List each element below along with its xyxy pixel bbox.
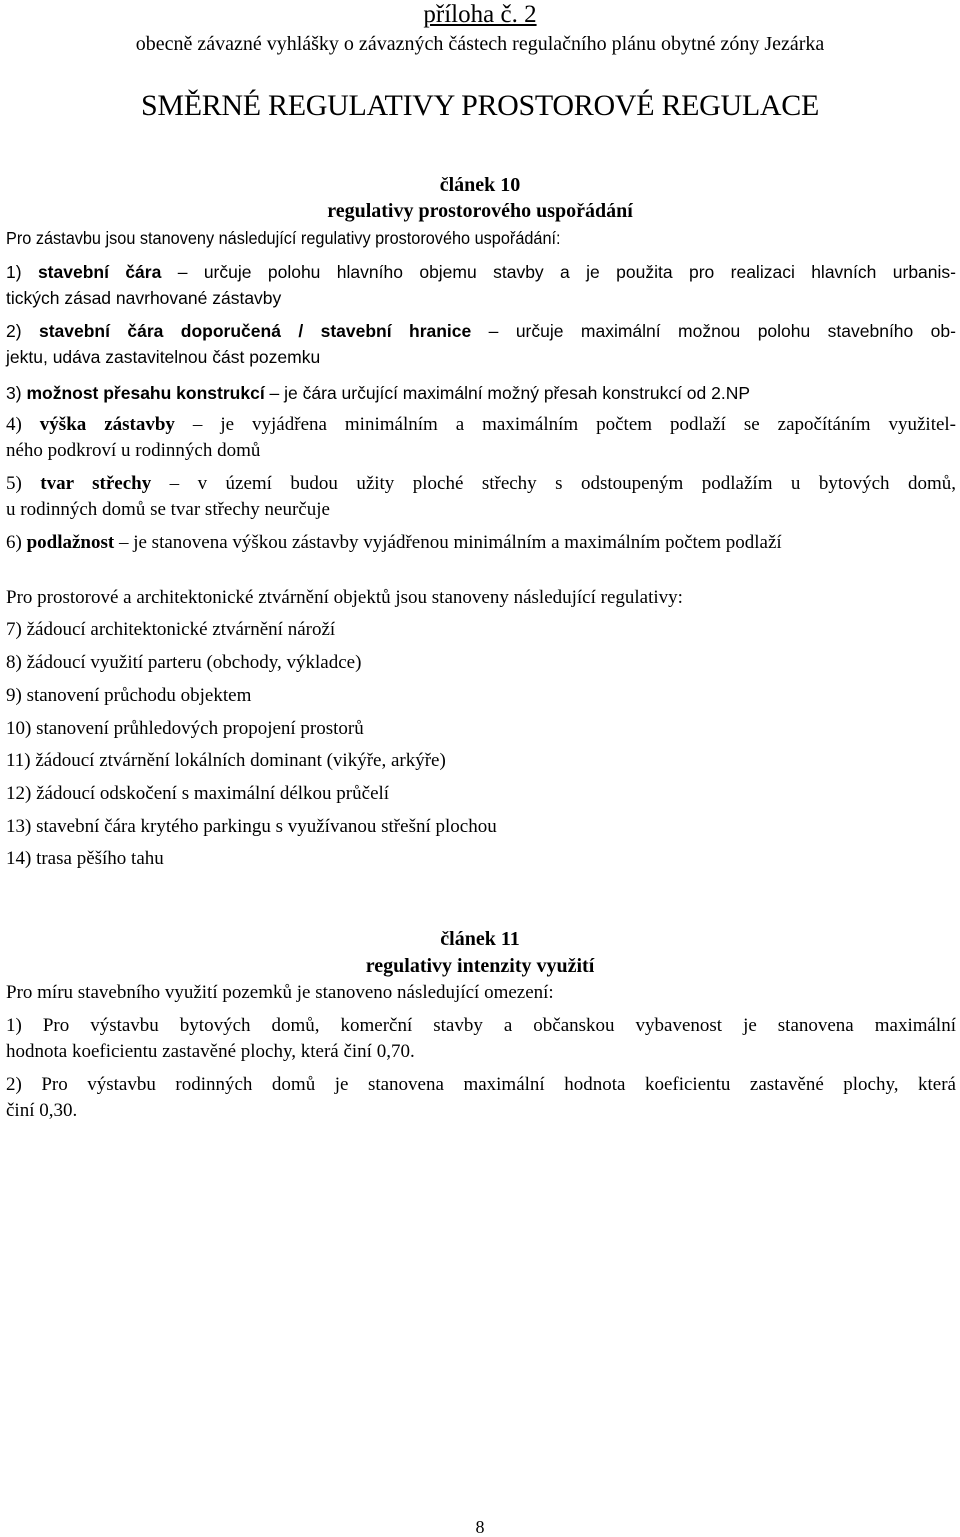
article-10-heading: článek 10: [439, 174, 521, 196]
regulation-item-5: 5) tvar střechy – v území budou užity ploché střechy s odstoupeným podlažím u bytových domů,: [6, 473, 957, 494]
regulation-item-11: 11) žádoucí ztvárnění lokálních dominant (vikýře, arkýře): [6, 750, 446, 771]
regulation-item-8: 8) žádoucí využití parteru (obchody, výkladce): [6, 652, 362, 673]
regulation-item-5-cont: u rodinných domů se tvar střechy neurčuje: [6, 499, 330, 520]
architectural-intro: Pro prostorové a architektonické ztvárnění objektů jsou stanoveny následující regulativy:: [6, 587, 683, 608]
article-10-subheading: regulativy prostorového uspořádání: [327, 200, 633, 222]
intensity-item-1: 1) Pro výstavbu bytových domů, komerční stavby a občanskou vybavenost je stanovena maximální: [6, 1015, 956, 1036]
attachment-title: příloha č. 2: [423, 1, 537, 28]
regulation-item-2: 2) stavební čára doporučená / stavební hranice – určuje maximální možnou polohu stavebního ob-: [6, 321, 956, 341]
regulation-item-4: 4) výška zástavby – je vyjádřena minimálním a maximálním počtem podlaží se započítáním využitel-: [6, 414, 957, 435]
regulation-item-1: 1) stavební čára – určuje polohu hlavního objemu stavby a je použita pro realizaci hlavních urbanis-: [6, 262, 956, 282]
article-11-intro: Pro míru stavebního využití pozemků je stanoveno následující omezení:: [6, 982, 554, 1003]
regulation-item-13: 13) stavební čára krytého parkingu s využívanou střešní plochou: [6, 816, 497, 837]
regulation-item-1-cont: tických zásad navrhované zástavby: [6, 288, 282, 308]
regulation-item-12: 12) žádoucí odskočení s maximální délkou průčelí: [6, 783, 390, 804]
regulation-item-3: 3) možnost přesahu konstrukcí – je čára určující maximální možný přesah konstrukcí od 2.NP: [6, 383, 751, 403]
regulation-item-6: 6) podlažnost – je stanovena výškou zástavby vyjádřenou minimálním a maximálním počtem podlaží: [6, 532, 782, 553]
regulation-item-10: 10) stanovení průhledových propojení prostorů: [6, 718, 364, 739]
document-subtitle: obecně závazné vyhlášky o závazných částech regulačního plánu obytné zóny Jezárka: [135, 33, 825, 55]
article-11-heading: článek 11: [440, 928, 520, 950]
article-10-intro: Pro zástavbu jsou stanoveny následující regulativy prostorového uspořádání:: [6, 228, 561, 248]
main-title: SMĚRNÉ REGULATIVY PROSTOROVÉ REGULACE: [140, 89, 820, 122]
intensity-item-2-cont: činí 0,30.: [6, 1100, 78, 1121]
intensity-item-1-cont: hodnota koeficientu zastavěné plochy, která činí 0,70.: [6, 1041, 415, 1062]
regulation-item-7: 7) žádoucí architektonické ztvárnění nároží: [6, 619, 336, 640]
article-11-subheading: regulativy intenzity využití: [365, 955, 595, 977]
page-number: 8: [475, 1517, 485, 1537]
regulation-item-9: 9) stanovení průchodu objektem: [6, 685, 252, 706]
intensity-item-2: 2) Pro výstavbu rodinných domů je stanovena maximální hodnota koeficientu zastavěné plochy, která: [6, 1074, 956, 1095]
regulation-item-14: 14) trasa pěšího tahu: [6, 848, 164, 869]
regulation-item-2-cont: jektu, udáva zastavitelnou část pozemku: [6, 347, 321, 367]
regulation-item-4-cont: ného podkroví u rodinných domů: [6, 440, 261, 461]
